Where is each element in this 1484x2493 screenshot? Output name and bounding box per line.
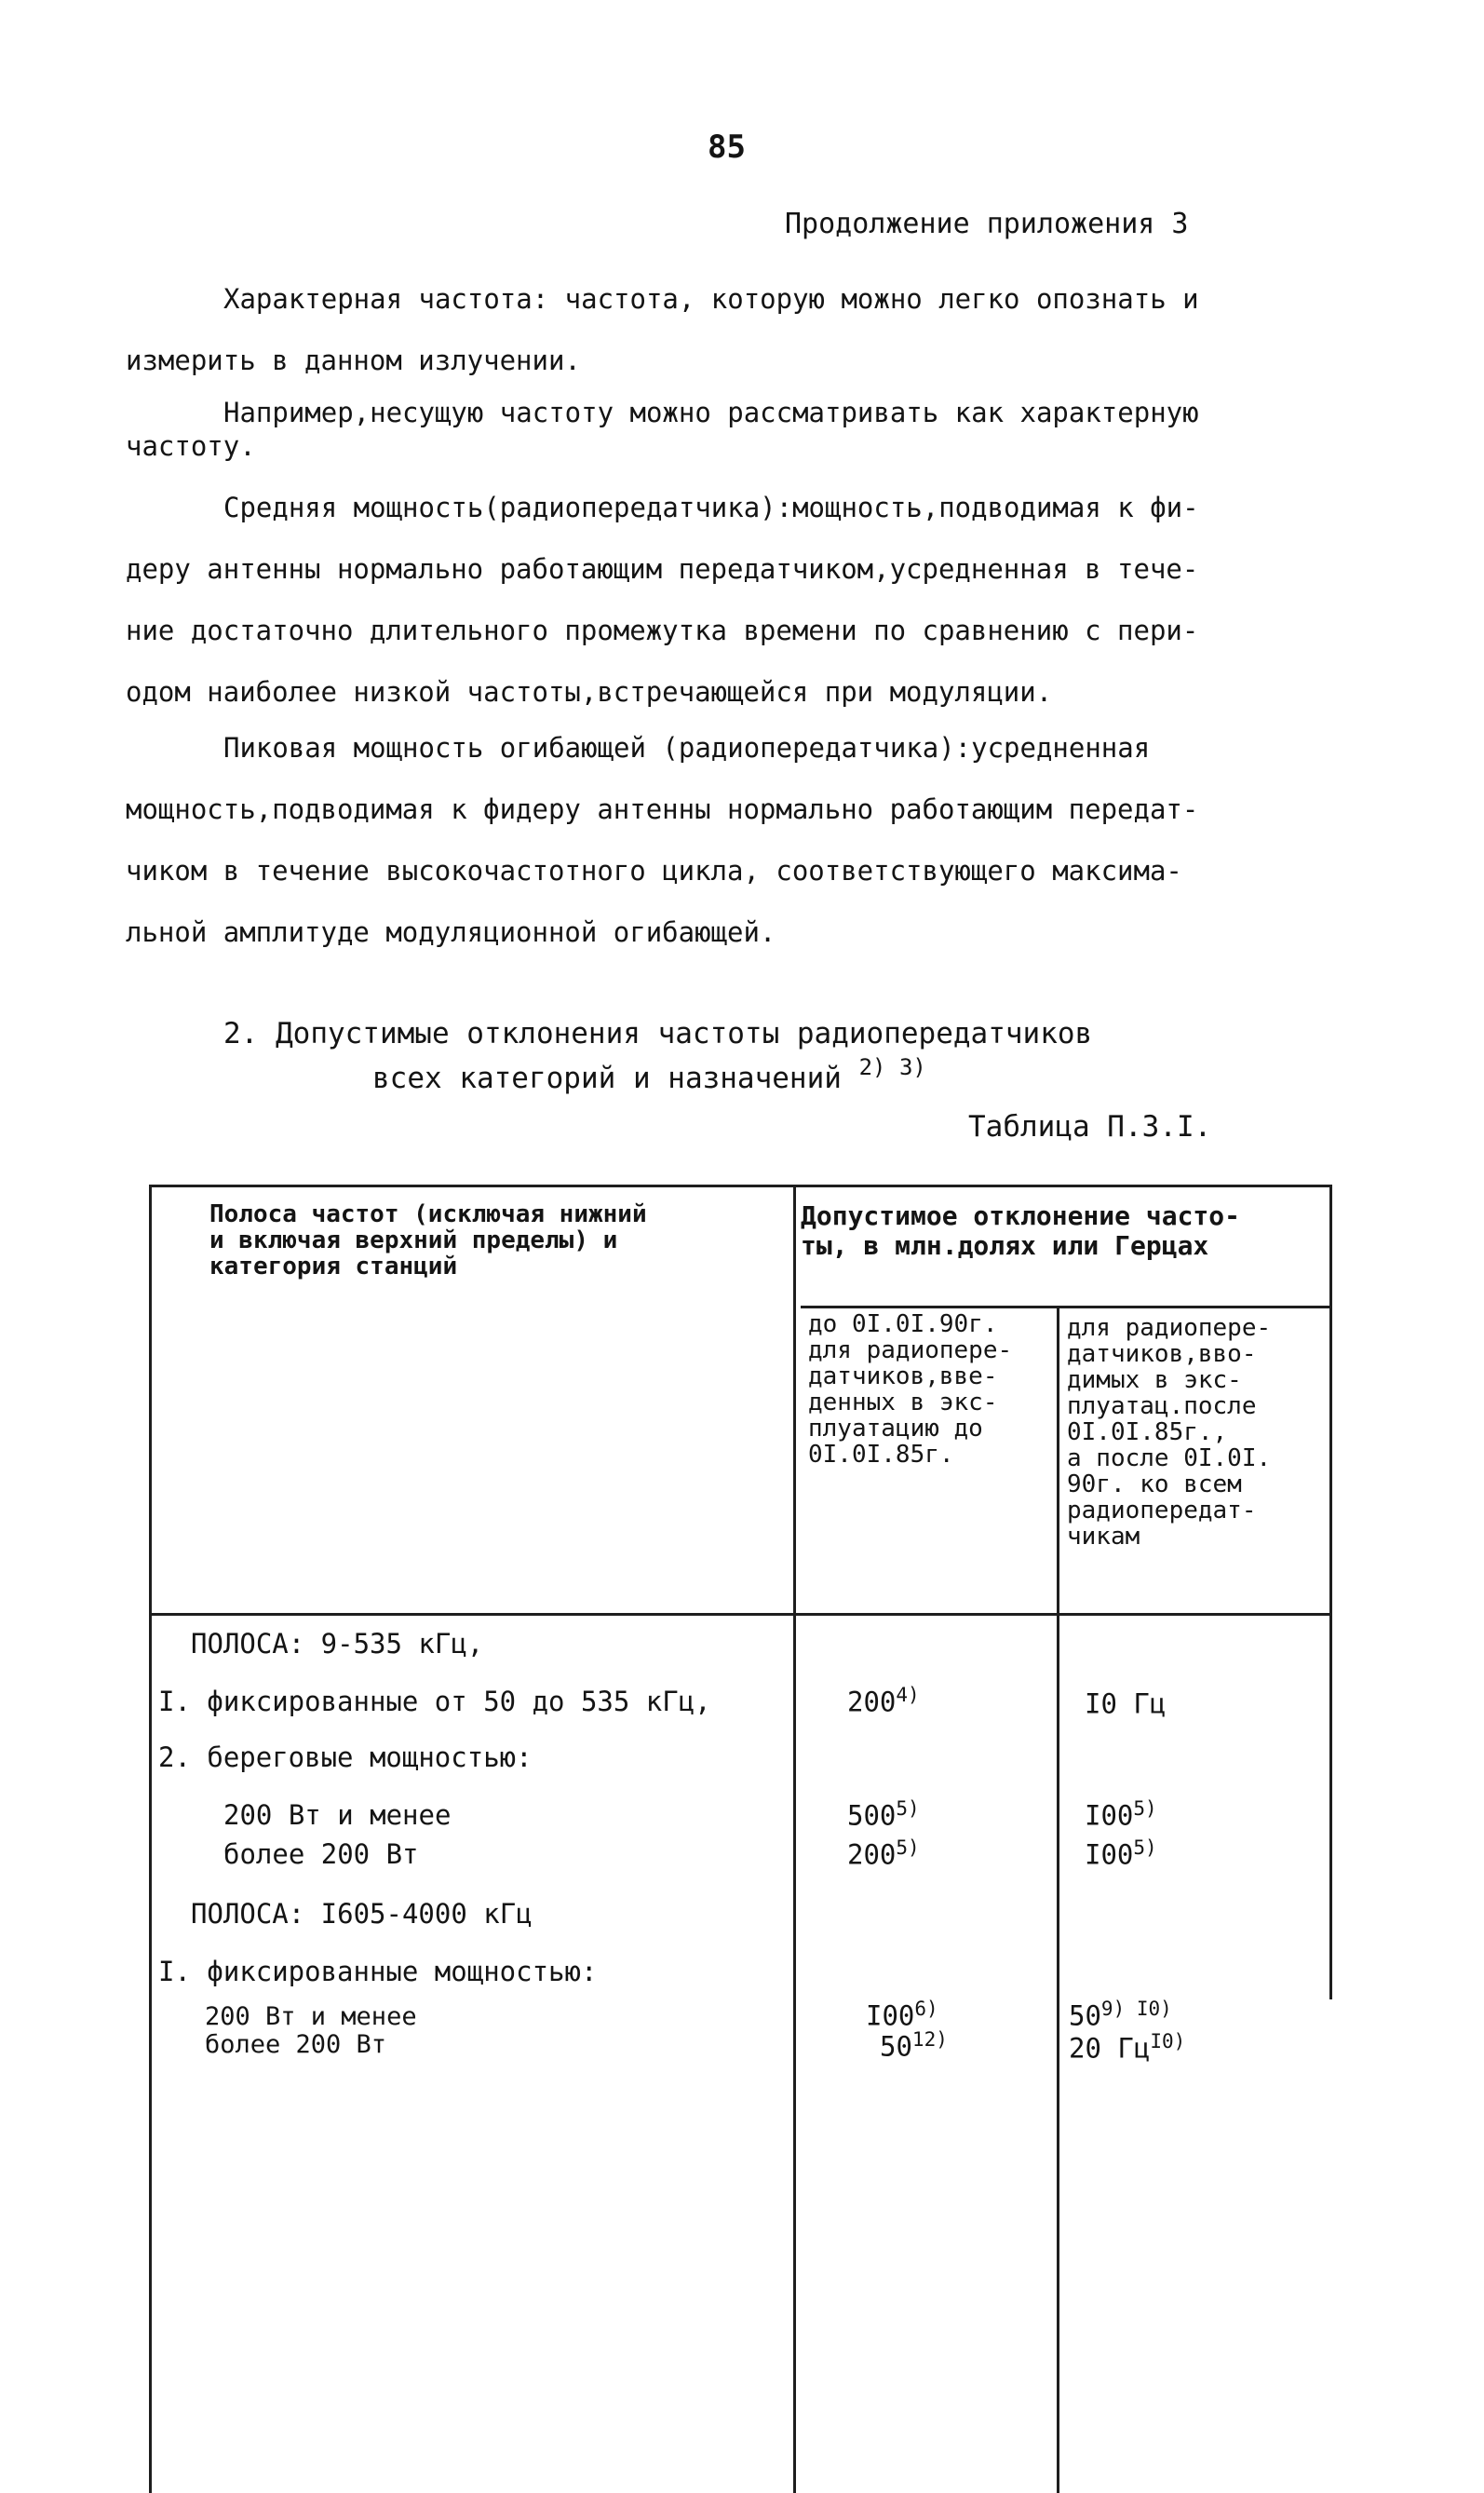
table-header-bottom-line: [149, 1613, 1331, 1616]
text-line: частоту.: [126, 430, 256, 462]
page-number: 85: [708, 129, 746, 166]
table-cell-a: 50$^{12)}$: [880, 2028, 948, 2063]
table-subheader-line: [801, 1306, 1331, 1308]
section-title-continued: [372, 1054, 926, 1095]
text-line: Например,несущую частоту можно рассматривать как характерную: [223, 397, 1199, 428]
text-line: деру антенны нормально работающим передатчиком,усредненная в тече-: [126, 553, 1199, 585]
table-row-label: 2. береговые мощностью:: [158, 1741, 533, 1773]
table-label: Таблица П.3.I.: [968, 1110, 1212, 1144]
table-row-label: ПОЛОСА: I605-4000 кГц: [191, 1898, 533, 1930]
table-cell-b: 20 $Гц^{I0)}$: [1069, 2030, 1186, 2065]
table-cell-a: 200$^{4)}$: [847, 1684, 920, 1718]
text-line: измерить в данном излучении.: [126, 345, 581, 376]
text-line: Характерная частота: частота, которую можно легко опознать и: [223, 283, 1199, 315]
subheader-before-1990: до 0I.0I.90г. для радиопере- датчиков,вве- денных в экс- плуатацию до 0I.0I.85г.: [808, 1310, 1013, 1469]
text-line: одом наиболее низкой частоты,встречающейся при модуляции.: [126, 676, 1053, 708]
paragraph-mean-power: [126, 477, 1336, 723]
section-title: 2. Допустимые отклонения частоты радиопередатчиков: [223, 1017, 1093, 1050]
table-cell-b: I00$^{5)}$: [1085, 1797, 1157, 1832]
table-cell-a: I00$^{6)}$: [866, 1998, 938, 2032]
paragraph-example: [126, 396, 1336, 463]
table-row-label: I. фиксированные мощностью:: [158, 1956, 598, 1987]
table-row-label: более 200 Вт: [205, 2030, 387, 2059]
table-column-divider: [793, 1185, 796, 2493]
text-line: льной амплитуде модуляционной огибающей.: [126, 916, 776, 948]
text-line: ние достаточно длительного промежутка времени по сравнению с пери-: [126, 615, 1199, 646]
table-cell-b: I0 Гц: [1085, 1687, 1167, 1720]
section-title-footnote-refs: 2) 3): [858, 1054, 926, 1080]
text-line: мощность,подводимая к фидеру антенны нормально работающим передат-: [126, 793, 1199, 825]
paragraph-characteristic-frequency: [126, 268, 1336, 391]
table-row-label: 200 Вт и менее: [223, 1799, 452, 1831]
table-left-border: [149, 1185, 152, 2493]
paragraph-peak-envelope-power: [126, 717, 1336, 963]
section-title-line2: всех категорий и назначений: [372, 1062, 842, 1095]
text-line: чиком в течение высокочастотного цикла, соответствующего максима-: [126, 855, 1182, 887]
table-row-label: более 200 Вт: [223, 1838, 419, 1870]
table-cell-b: $50^{9) I0)}$: [1069, 1998, 1172, 2032]
table-top-border: [149, 1185, 1331, 1187]
table-cell-a: 200$^{5)}$: [847, 1836, 920, 1871]
column-header-frequency-band: Полоса частот (исключая нижний и включая верхний пределы) и категория станций: [209, 1200, 647, 1280]
text-line: Пиковая мощность огибающей (радиопередатчика):усредненная: [223, 732, 1151, 764]
text-line: Средняя мощность(радиопередатчика):мощность,подводимая к фи-: [223, 492, 1199, 523]
column-header-tolerance: Допустимое отклонение часто- ты, в млн.долях или Герцах: [801, 1200, 1241, 1261]
continuation-heading: Продолжение приложения 3: [785, 208, 1189, 240]
table-subcolumn-divider: [1057, 1306, 1059, 2493]
table-row-label: I. фиксированные от 50 до 535 кГц,: [158, 1686, 711, 1717]
table-row-label: ПОЛОСА: 9-535 кГц,: [191, 1628, 484, 1660]
table-row-label: 200 Вт и менее: [205, 2002, 417, 2031]
table-cell-b: I00$^{5)}$: [1085, 1836, 1157, 1871]
subheader-after-1985: для радиопере- датчиков,вво- димых в экс- плуатац.после 0I.0I.85г., а после 0I.0I. 90г. ко всем радиопередат- чикам: [1067, 1314, 1272, 1551]
table-cell-a: 500$^{5)}$: [847, 1797, 920, 1832]
